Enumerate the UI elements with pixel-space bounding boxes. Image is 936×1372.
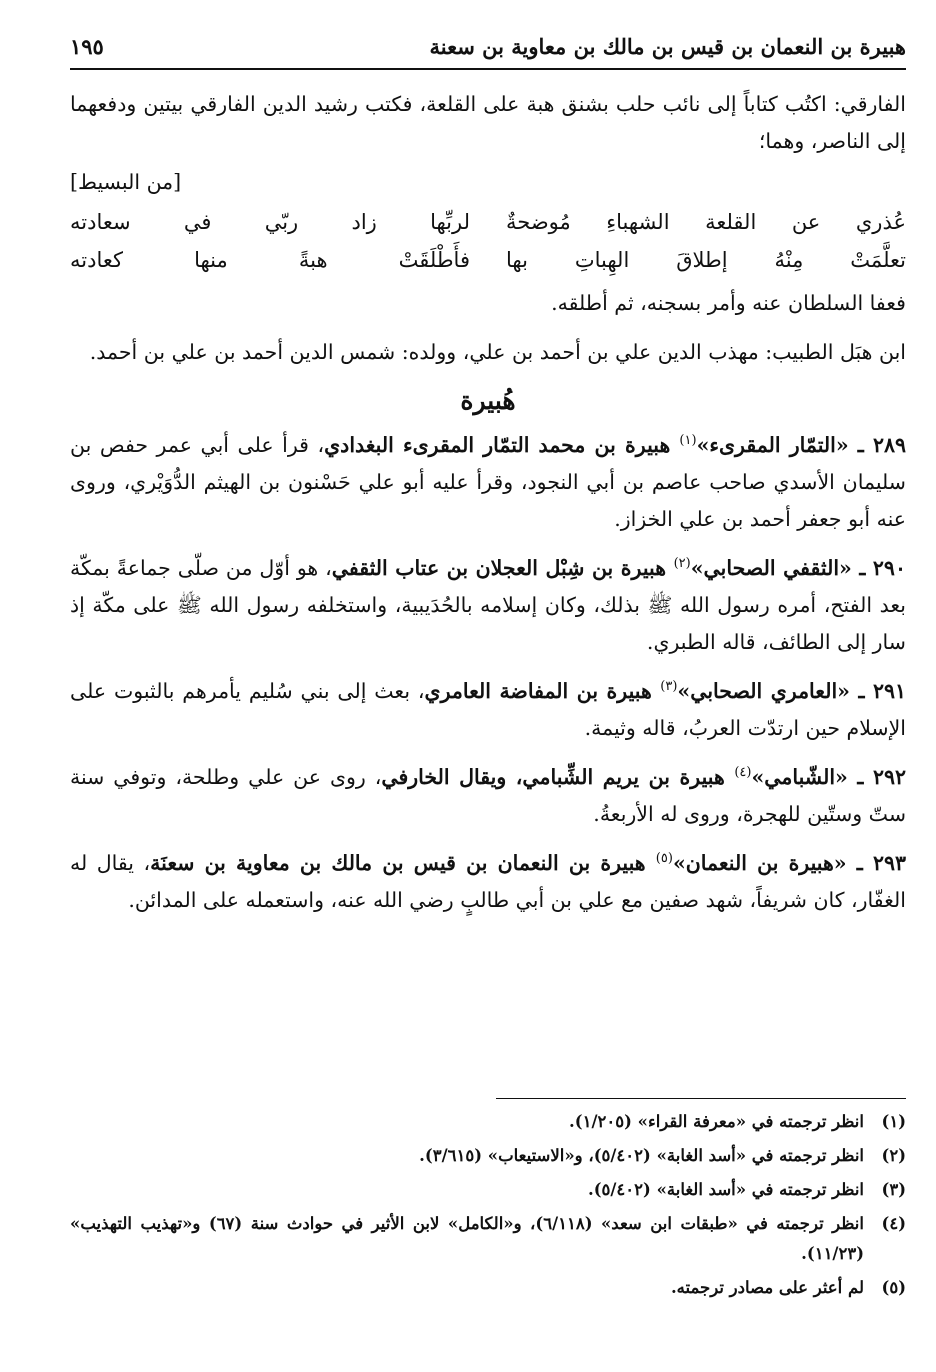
verse — [70, 241, 906, 279]
entry-name: هبيرة بن النعمان بن قيس بن مالك بن معاوية بن سعنَة — [150, 851, 656, 875]
entry-text: ، هو أوّل من صلّى جماعةً بمكّة بعد الفتح، أمره رسول الله ﷺ بذلك، وكان إسلامه بالحُدَيبية، واستخلفه رسول الله ﷺ على مكّة إذ سار إلى الطائف، قاله الطبري. — [70, 556, 906, 654]
ibn-habal-paragraph: ابن هبَل الطبيب: مهذب الدين علي بن أحمد بن علي، وولده: شمس الدين أحمد بن علي بن أحمد. — [89, 340, 906, 364]
page-body — [70, 70, 906, 919]
footnote-divider — [496, 1098, 906, 1099]
entry-text: ، يقال له الغفّار، كان شريفاً، شهد صفين مع علي بن أبي طالبٍ رضي الله عنه، واستعمله على المدائن. — [70, 851, 906, 912]
poem — [70, 203, 906, 279]
entry-text: ، قرأ على أبي عمر حفص بن سليمان الأسدي صاحب عاصم بن أبي النجود، وقرأ عليه أبو علي حَسْنون بن الهيثم الدُّوَيْري، وروى عنه أبو جعفر أحمد بن علي الخزاز. — [70, 433, 906, 531]
entry-paragraph — [70, 759, 906, 833]
footnote-ref: (٣) — [660, 679, 678, 695]
entry-paragraph — [70, 550, 906, 661]
after-poem-paragraph: فعفا السلطان عنه وأمر بسجنه، ثم أطلقه. — [551, 291, 906, 315]
entry-text: ، روى عن علي وطلحة، وتوفي سنة ستّ وستّين للهجرة، وروى له الأربعةُ. — [70, 765, 906, 826]
footnote-text: لم أعثر على مصادر ترجمته. — [670, 1278, 864, 1297]
footnote-ref: (١) — [679, 433, 697, 449]
entry-lead: ٢٨٩ ـ «التمّار المقرىء» — [696, 433, 907, 457]
entry-name: هبيرة بن شِبْل العجلان بن عتاب الثقفي — [331, 556, 674, 580]
entry-paragraph — [70, 845, 906, 919]
footnote-text: انظر ترجمته في «أسد الغابة» (٥/٤٠٢). — [587, 1180, 864, 1199]
entry-text: ، بعث إلى بني سُليم يأمرهم بالثبوت على الإسلام حين ارتدّت العربُ، قاله وثيمة. — [70, 679, 906, 740]
footnote-number: (٥) — [881, 1278, 906, 1297]
footnote-ref: (٥) — [655, 851, 673, 867]
entry-paragraph — [70, 673, 906, 747]
entry-lead: ٢٩١ ـ «العامري الصحابي» — [677, 679, 906, 703]
book-page — [70, 30, 906, 1350]
verse-second-hemistich: فأَطْلَقَتْ هبةً منها كعادته — [70, 248, 470, 272]
footnotes — [70, 1098, 906, 1307]
footnote — [70, 1209, 906, 1269]
verse-second-hemistich: لربِّها زاد ربّي في سعادته — [70, 210, 470, 234]
footnote-text: انظر ترجمته في «أسد الغابة» (٥/٤٠٢)، و«الاستيعاب» (٣/٦١٥). — [419, 1146, 864, 1165]
footnote-text: انظر ترجمته في «طبقات ابن سعد» (٦/١١٨)، و«الكامل» لابن الأثير في حوادث سنة (٦٧) و«تهذيب التهذيب» (١١/٢٣). — [70, 1214, 864, 1263]
footnote-number: (٣) — [881, 1180, 906, 1199]
footnote-ref: (٢) — [673, 556, 691, 572]
footnote — [70, 1273, 906, 1303]
entry-lead: ٢٩٠ ـ «الثقفي الصحابي» — [690, 556, 906, 580]
footnote — [70, 1107, 906, 1137]
entry-name: هبيرة بن يريم الشِّبامي، ويقال الخارفي — [381, 765, 735, 789]
footnote-number: (٢) — [881, 1146, 906, 1165]
footnote — [70, 1141, 906, 1171]
page-header — [70, 30, 906, 70]
verse — [70, 203, 906, 241]
entry-name: هبيرة بن محمد التمّار المقرىء البغدادي — [324, 433, 680, 457]
verse-first-hemistich: عُذري عن القلعة الشهباءِ مُوضحةٌ — [506, 210, 906, 234]
footnote — [70, 1175, 906, 1205]
footnote-number: (١) — [881, 1112, 906, 1131]
footnote-number: (٤) — [881, 1214, 906, 1233]
verse-first-hemistich: تعلَّمَتْ مِنْهُ إطلاقَ الهِباتِ بها — [506, 248, 906, 272]
entry-lead: ٢٩٣ ـ «هبيرة بن النعمان» — [672, 851, 906, 875]
footnote-ref: (٤) — [734, 765, 752, 781]
footnote-text: انظر ترجمته في «معرفة القراء» (١/٢٠٥). — [569, 1112, 864, 1131]
entry-name: هبيرة بن المفاضة العامري — [424, 679, 661, 703]
meter-label: [من البسيط] — [70, 170, 182, 194]
intro-paragraph — [70, 86, 906, 160]
page-number: ١٩٥ — [70, 34, 104, 59]
entry-paragraph — [70, 427, 906, 538]
section-title: هُبيرة — [460, 386, 516, 415]
intro-text: الفارقي: اكتُب كتاباً إلى نائب حلب بشنق هبة على القلعة، فكتب رشيد الدين الفارقي بيتين ودفعهما إلى الناصر، وهما؛ — [70, 92, 906, 153]
entry-lead: ٢٩٢ ـ «الشّبامي» — [751, 765, 907, 789]
running-title: هبيرة بن النعمان بن قيس بن مالك بن معاوية بن سعنة — [429, 34, 906, 59]
